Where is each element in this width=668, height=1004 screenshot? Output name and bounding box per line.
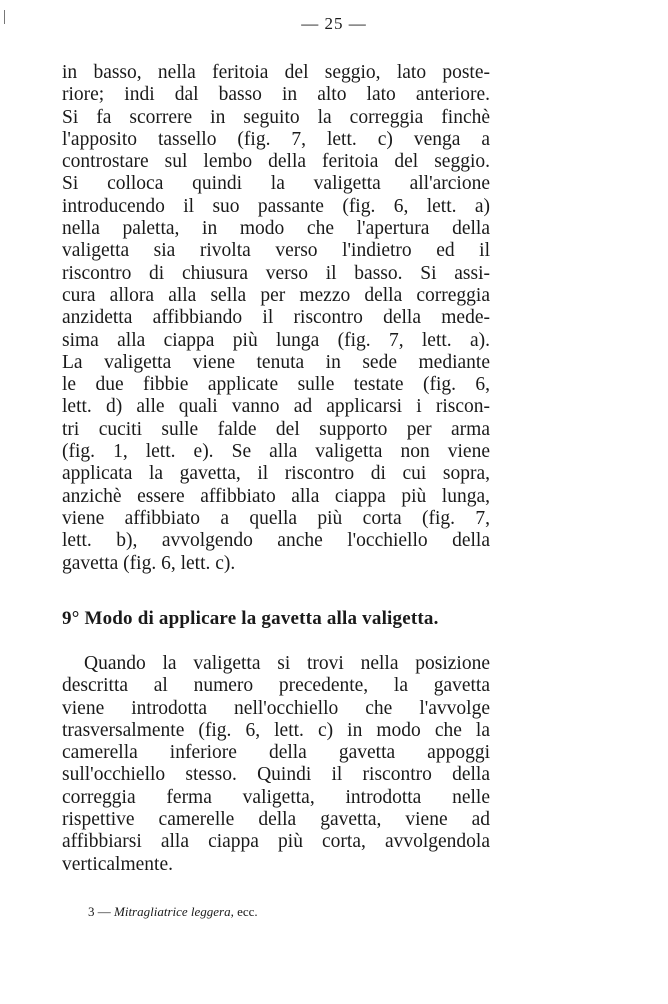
paragraph-1	[62, 62, 490, 575]
paragraph-line: (fig. 1, lett. e). Se alla valigetta non viene	[62, 441, 490, 463]
paragraph-line: La valigetta viene tenuta in sede mediante	[62, 351, 490, 373]
paragraph-line: viene affibbiato a quella più corta (fig. 7,	[62, 507, 490, 529]
paragraph-line: riore; indi dal basso in alto lato anteriore.	[62, 84, 490, 106]
signature-suffix: ecc.	[233, 904, 258, 919]
paragraph-line: trasversalmente (fig. 6, lett. c) in modo che la	[62, 719, 490, 741]
page-number: — 25 —	[301, 14, 367, 33]
signature-prefix: 3 —	[88, 904, 114, 919]
paragraph-line: applicata la gavetta, il riscontro di cui sopra,	[62, 463, 490, 485]
paragraph-line: camerella inferiore della gavetta appoggi	[62, 742, 490, 764]
paragraph-line: anzichè essere affibbiato alla ciappa più lunga,	[62, 485, 490, 507]
paragraph-line: tri cuciti sulle falde del supporto per arma	[62, 418, 490, 440]
paragraph-2	[62, 653, 490, 876]
paragraph-line: verticalmente.	[62, 853, 173, 875]
paragraph-line: anzidetta affibbiando il riscontro della mede-	[62, 307, 490, 329]
paragraph-line: lett. b), avvolgendo anche l'occhiello della	[62, 530, 490, 552]
paragraph-line: introducendo il suo passante (fig. 6, lett. a)	[62, 195, 490, 217]
paragraph-line: gavetta (fig. 6, lett. c).	[62, 552, 236, 574]
paragraph-line: lett. d) alle quali vanno ad applicarsi i riscon-	[62, 396, 490, 418]
paragraph-line: viene introdotta nell'occhiello che l'avvolge	[62, 697, 490, 719]
section-heading: 9° Modo di applicare la gavetta alla valigetta.	[62, 608, 439, 629]
footer-signature	[88, 904, 258, 920]
paragraph-line: sull'occhiello stesso. Quindi il riscontro della	[62, 764, 490, 786]
paragraph-line: riscontro di chiusura verso il basso. Si assi-	[62, 262, 490, 284]
paragraph-line: nella paletta, in modo che l'apertura della	[62, 218, 490, 240]
paragraph-line: Si colloca quindi la valigetta all'arcione	[62, 173, 490, 195]
paragraph-line: rispettive camerelle della gavetta, viene ad	[62, 809, 490, 831]
paragraph-line: controstare sul lembo della feritoia del seggio.	[62, 151, 490, 173]
paragraph-line: valigetta sia rivolta verso l'indietro ed il	[62, 240, 490, 262]
signature-title: Mitragliatrice leggera,	[114, 904, 234, 919]
paragraph-line: l'apposito tassello (fig. 7, lett. c) venga a	[62, 128, 490, 150]
paragraph-line: descritta al numero precedente, la gavetta	[62, 675, 490, 697]
paragraph-line: correggia ferma valigetta, introdotta nelle	[62, 786, 490, 808]
paragraph-line: in basso, nella feritoia del seggio, lato poste-	[62, 62, 490, 83]
paragraph-line: cura allora alla sella per mezzo della correggia	[62, 284, 490, 306]
paragraph-line: Quando la valigetta si trovi nella posizione	[84, 653, 490, 674]
paragraph-line: le due fibbie applicate sulle testate (fig. 6,	[62, 374, 490, 396]
paragraph-line: Si fa scorrere in seguito la correggia finchè	[62, 106, 490, 128]
paragraph-line: sima alla ciappa più lunga (fig. 7, lett. a).	[62, 329, 490, 351]
paragraph-line: affibbiarsi alla ciappa più corta, avvolgendola	[62, 831, 490, 853]
